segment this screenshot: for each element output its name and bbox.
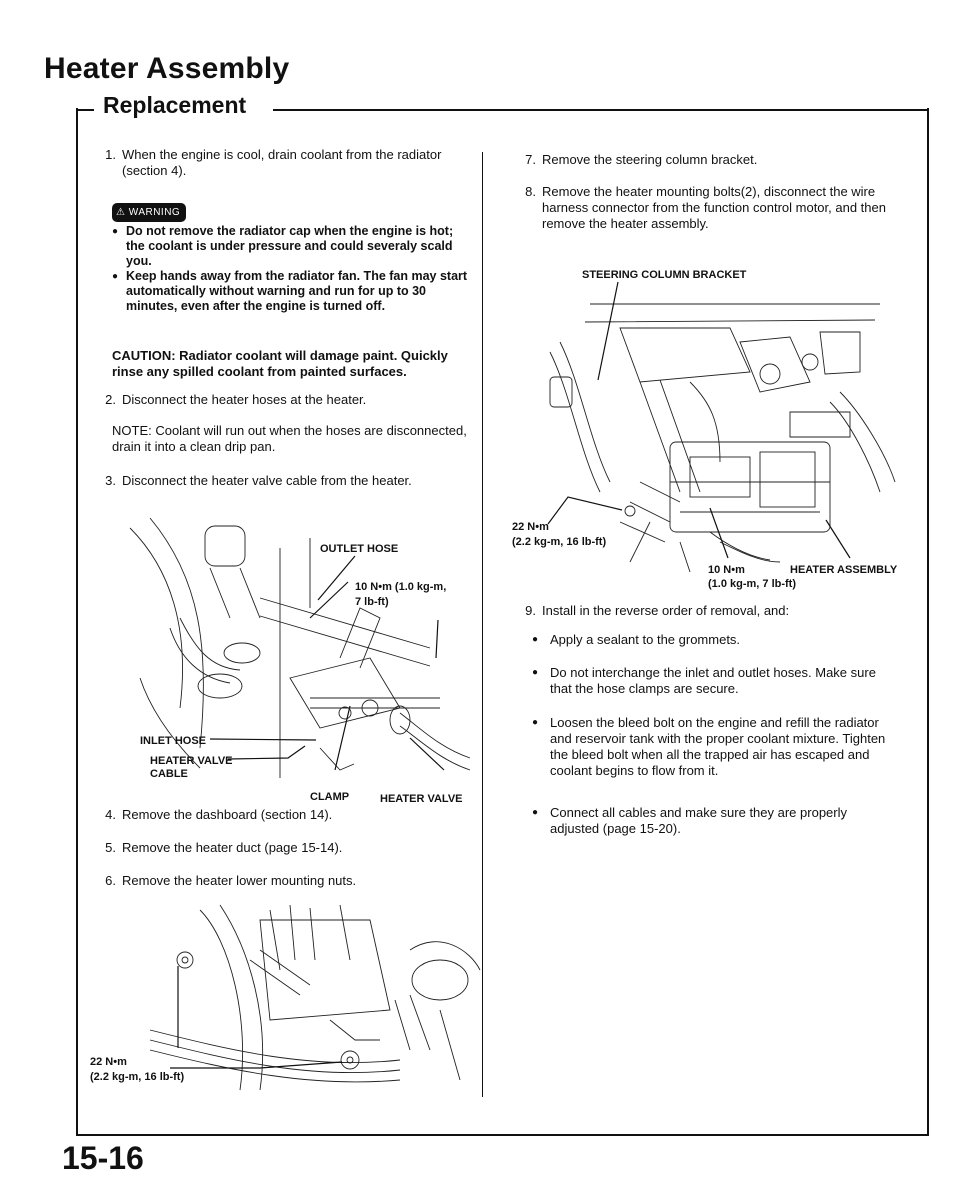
step-9 (525, 603, 892, 619)
step-text: Remove the heater mounting bolts(2), disconnect the wire harness connector from the function control motor, and then remove the heater assembly. (542, 184, 886, 231)
step-number: 5. (105, 840, 116, 855)
clamp-label: CLAMP (310, 791, 350, 803)
step-7 (525, 152, 892, 168)
heater-valve-cable-label-a: HEATER VALVE (150, 755, 233, 767)
step-4 (105, 807, 472, 823)
step-6 (105, 873, 472, 889)
step-number: 6. (105, 873, 116, 888)
install-bullet: ● Loosen the bleed bolt on the engine and refill the radiator and reservoir tank with the proper coolant mixture. Tighten the bleed bolt when all the trapped air has escaped and coolant begins to flow from it. (530, 715, 895, 779)
torque-label-b: (2.2 kg-m, 16 lb-ft) (90, 1071, 185, 1083)
step-text: Remove the steering column bracket. (542, 152, 758, 167)
lower-mounting-nuts-figure (90, 900, 480, 1095)
page-title: Heater Assembly (44, 52, 290, 85)
step-number: 4. (105, 807, 116, 822)
warning-item: ● Keep hands away from the radiator fan. The fan may start automatically without warning and run for up to 30 minutes, even after the engine is turned off. (112, 269, 472, 314)
page-number: 15-16 (62, 1140, 144, 1176)
caution-text: CAUTION: Radiator coolant will damage paint. Quickly rinse any spilled coolant from painted surfaces. (112, 348, 448, 379)
torque22-label-b: (2.2 kg-m, 16 lb-ft) (512, 536, 607, 548)
step-text: Install in the reverse order of removal, and: (542, 603, 790, 618)
install-bullet-list (530, 665, 895, 697)
warning-badge: ⚠ WARNING (112, 203, 186, 222)
step-number: 9. (525, 603, 536, 618)
install-bullet-list (530, 632, 895, 648)
warning-box (112, 203, 472, 314)
outlet-hose-label: OUTLET HOSE (320, 543, 399, 555)
note-text: NOTE: Coolant will run out when the hoses are disconnected, drain it into a clean drip pan. (112, 423, 467, 454)
inlet-hose-label: INLET HOSE (140, 735, 207, 747)
step-number: 1. (105, 147, 116, 162)
heater-valve-label: HEATER VALVE (380, 793, 463, 805)
torque-label-a: 22 N•m (90, 1056, 127, 1068)
step-2 (105, 392, 472, 408)
torque10-label-b: (1.0 kg-m, 7 lb-ft) (708, 578, 797, 590)
step-text: Disconnect the heater valve cable from the heater. (122, 473, 412, 488)
torque10-label-a: 10 N•m (708, 564, 745, 576)
step-number: 7. (525, 152, 536, 167)
step-text: When the engine is cool, drain coolant from the radiator (section 4). (122, 147, 442, 178)
step-number: 3. (105, 473, 116, 488)
section-title: Replacement (103, 92, 247, 118)
install-bullet: ● Apply a sealant to the grommets. (530, 632, 895, 648)
torque22-label-a: 22 N•m (512, 521, 549, 533)
step-text: Remove the heater duct (page 15-14). (122, 840, 343, 855)
install-bullet: ● Connect all cables and make sure they are properly adjusted (page 15-20). (530, 805, 895, 837)
install-bullet-list (530, 715, 895, 779)
step-3 (105, 473, 472, 489)
step-5 (105, 840, 472, 856)
install-bullet-list (530, 805, 895, 837)
heater-assembly-label: HEATER ASSEMBLY (790, 564, 898, 576)
column-divider (482, 152, 483, 1097)
steering-column-bracket-label: STEERING COLUMN BRACKET (582, 269, 747, 281)
heater-valve-cable-label-b: CABLE (150, 768, 188, 780)
install-bullet: ● Do not interchange the inlet and outlet hoses. Make sure that the hose clamps are secure. (530, 665, 895, 697)
step-text: Remove the dashboard (section 14). (122, 807, 333, 822)
step-1 (105, 147, 472, 179)
step-number: 8. (525, 184, 536, 199)
torque-label-a: 10 N•m (1.0 kg-m, (355, 581, 447, 593)
heater-assembly-figure (490, 262, 910, 592)
torque-label-b: 7 lb-ft) (355, 596, 389, 608)
heater-hose-figure (110, 508, 480, 783)
step-number: 2. (105, 392, 116, 407)
step-text: Disconnect the heater hoses at the heater. (122, 392, 367, 407)
step-text: Remove the heater lower mounting nuts. (122, 873, 357, 888)
step-8 (525, 184, 892, 232)
warning-item: ● Do not remove the radiator cap when the engine is hot; the coolant is under pressure and could severaly scald you. (112, 224, 472, 269)
